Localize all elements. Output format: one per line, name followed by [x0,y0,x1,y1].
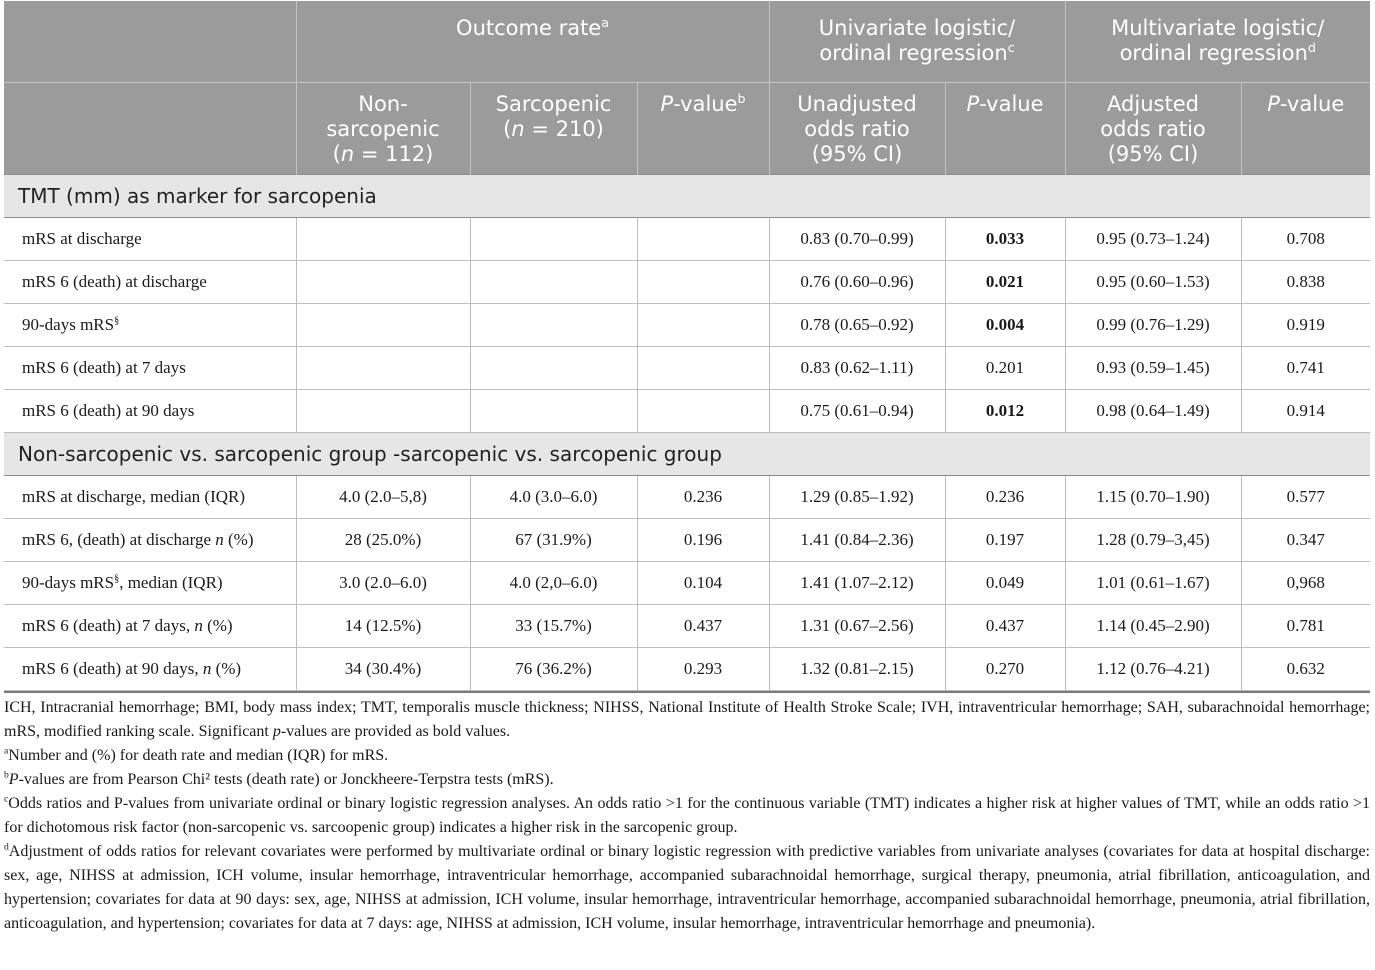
cell-p-multivariate: 0.781 [1241,604,1370,647]
section-title: TMT (mm) as marker for sarcopenia [4,174,1370,217]
row-label: mRS at discharge, median (IQR) [4,475,296,518]
cell-sarcopenic: 4.0 (2,0–6.0) [470,561,637,604]
header-sarcopenic: Sarcopenic (n = 210) [470,82,637,174]
cell-p-value: 0.293 [637,647,769,690]
footnote-a: $^a$Number and (%) for death rate and median (IQR) for mRS. [4,745,389,764]
cell-p-univariate: 0.437 [945,604,1065,647]
table-row [4,346,1370,389]
row-label: mRS 6 (death) at 90 days [4,389,296,432]
cell-p-value [637,346,769,389]
cell-nonsarcopenic: 28 (25.0%) [296,518,470,561]
header-blank [4,82,296,174]
cell-p-multivariate: 0.914 [1241,389,1370,432]
cell-nonsarcopenic [296,389,470,432]
cell-adjusted-or: 0.98 (0.64–1.49) [1065,389,1241,432]
row-label: mRS 6 (death) at 90 days, n (%) [4,647,296,690]
cell-adjusted-or: 1.12 (0.76–4.21) [1065,647,1241,690]
cell-adjusted-or: 0.95 (0.73–1.24) [1065,217,1241,260]
cell-sarcopenic [470,217,637,260]
cell-nonsarcopenic [296,303,470,346]
section-title: Non-sarcopenic vs. sarcopenic group -sarcopenic vs. sarcopenic group [4,432,1370,475]
cell-p-value [637,389,769,432]
table-row [4,604,1370,647]
header-p-value-multivariate: P-value [1241,82,1370,174]
row-label: mRS 6 (death) at discharge [4,260,296,303]
table-row [4,217,1370,260]
cell-p-multivariate: 0.919 [1241,303,1370,346]
results-table [4,1,1370,691]
cell-adjusted-or: 1.28 (0.79–3,45) [1065,518,1241,561]
cell-p-multivariate: 0.347 [1241,518,1370,561]
cell-adjusted-or: 1.15 (0.70–1.90) [1065,475,1241,518]
cell-sarcopenic [470,346,637,389]
results-table-container [4,1,1370,936]
header-nonsarcopenic: Non- sarcopenic (n = 112) [296,82,470,174]
cell-p-univariate: 0.049 [945,561,1065,604]
cell-nonsarcopenic [296,260,470,303]
cell-sarcopenic: 67 (31.9%) [470,518,637,561]
cell-sarcopenic [470,303,637,346]
cell-p-value: 0.196 [637,518,769,561]
table-row [4,518,1370,561]
header-unadjusted-or: Unadjusted odds ratio (95% CI) [769,82,945,174]
cell-p-multivariate: 0.838 [1241,260,1370,303]
cell-unadjusted-or: 0.75 (0.61–0.94) [769,389,945,432]
footnote-c: $^c$Odds ratios and P-values from univariate ordinal or binary logistic regression analyses. An odds ratio >1 for the continuous variable (TMT) indicates a higher risk at higher values of TMT, while an odds ratio >1 for dichotomous risk factor (non-sarcopenic vs. sarcoopenic group) indicates a higher risk in the sarcopenic group. [4,793,1370,836]
table-row [4,475,1370,518]
cell-p-multivariate: 0.741 [1241,346,1370,389]
cell-unadjusted-or: 1.32 (0.81–2.15) [769,647,945,690]
cell-sarcopenic: 33 (15.7%) [470,604,637,647]
cell-adjusted-or: 0.93 (0.59–1.45) [1065,346,1241,389]
cell-nonsarcopenic: 4.0 (2.0–5,8) [296,475,470,518]
cell-nonsarcopenic: 34 (30.4%) [296,647,470,690]
cell-p-univariate: 0.197 [945,518,1065,561]
cell-unadjusted-or: 1.41 (1.07–2.12) [769,561,945,604]
section-header-groups [4,432,1370,475]
cell-p-value [637,217,769,260]
table-row [4,389,1370,432]
cell-p-univariate: 0.004 [945,303,1065,346]
cell-nonsarcopenic: 3.0 (2.0–6.0) [296,561,470,604]
cell-p-value: 0.437 [637,604,769,647]
row-label: mRS 6, (death) at discharge n (%) [4,518,296,561]
row-label: mRS at discharge [4,217,296,260]
cell-p-univariate: 0.236 [945,475,1065,518]
cell-nonsarcopenic [296,217,470,260]
header-univariate: Univariate logistic/ ordinal regression$^c$ [769,1,1065,82]
table-row [4,561,1370,604]
cell-p-multivariate: 0,968 [1241,561,1370,604]
row-label: mRS 6 (death) at 7 days, n (%) [4,604,296,647]
row-label: 90-days mRS§ [4,303,296,346]
header-p-value-univariate: P-value [945,82,1065,174]
cell-adjusted-or: 1.01 (0.61–1.67) [1065,561,1241,604]
cell-p-value: 0.236 [637,475,769,518]
footnote-b: $^b$P-values are from Pearson Chi² tests (death rate) or Jonckheere-Terpstra tests (mRS). [4,769,554,788]
header-outcome-rate: Outcome rate$^a$ [296,1,769,82]
cell-nonsarcopenic: 14 (12.5%) [296,604,470,647]
table-row [4,260,1370,303]
cell-adjusted-or: 0.99 (0.76–1.29) [1065,303,1241,346]
footnote-abbreviations: ICH, Intracranial hemorrhage; BMI, body mass index; TMT, temporalis muscle thickness; NIHSS, National Institute of Health Stroke Scale; IVH, intraventricular hemorrhage; SAH, subarachnoidal hemorrhage; mRS, modified ranking scale. Significant p-values are provided as bold values. [4,698,1370,740]
header-corner [4,1,296,82]
cell-p-multivariate: 0.577 [1241,475,1370,518]
cell-p-value [637,260,769,303]
cell-unadjusted-or: 0.83 (0.62–1.11) [769,346,945,389]
cell-p-univariate: 0.021 [945,260,1065,303]
header-p-value: P-value$^b$ [637,82,769,174]
cell-unadjusted-or: 0.83 (0.70–0.99) [769,217,945,260]
cell-unadjusted-or: 1.41 (0.84–2.36) [769,518,945,561]
cell-sarcopenic [470,389,637,432]
cell-nonsarcopenic [296,346,470,389]
cell-unadjusted-or: 0.78 (0.65–0.92) [769,303,945,346]
table-bottom-rule [4,691,1370,693]
table-row [4,303,1370,346]
header-multivariate: Multivariate logistic/ ordinal regression$^d$ [1065,1,1370,82]
cell-sarcopenic: 4.0 (3.0–6.0) [470,475,637,518]
cell-p-univariate: 0.033 [945,217,1065,260]
cell-unadjusted-or: 1.31 (0.67–2.56) [769,604,945,647]
cell-sarcopenic [470,260,637,303]
cell-p-univariate: 0.012 [945,389,1065,432]
cell-p-value [637,303,769,346]
cell-p-univariate: 0.270 [945,647,1065,690]
cell-p-multivariate: 0.708 [1241,217,1370,260]
header-group-row [4,1,1370,82]
header-adjusted-or: Adjusted odds ratio (95% CI) [1065,82,1241,174]
cell-p-value: 0.104 [637,561,769,604]
row-label: mRS 6 (death) at 7 days [4,346,296,389]
cell-unadjusted-or: 1.29 (0.85–1.92) [769,475,945,518]
cell-p-univariate: 0.201 [945,346,1065,389]
header-column-row [4,82,1370,174]
footnote-d: $^d$Adjustment of odds ratios for relevant covariates were performed by multivariate ordinal or binary logistic regression with predictive variables from univariate analyses (covariates for data at hospital discharge: sex, age, NIHSS at admission, ICH volume, insular hemorrhage, intraventricular hemorrhage, accompanied subarachnoidal hemorrhage, surgical therapy, pneumonia, atrial fibrillation, anticoagulation, and hypertension; covariates for data at 90 days: sex, age, NIHSS at admission, ICH volume, insular hemorrhage, intraventricular hemorrhage, accompanied subarachnoidal hemorrhage, pneumonia, atrial fibrillation, anticoagulation, and hypertension; covariates for data at 7 days: age, NIHSS at admission, ICH volume, insular hemorrhage, intraventricular hemorrhage and pneumonia). [4,841,1370,932]
cell-unadjusted-or: 0.76 (0.60–0.96) [769,260,945,303]
section-header-tmt [4,174,1370,217]
footnotes [4,696,1370,936]
cell-adjusted-or: 1.14 (0.45–2.90) [1065,604,1241,647]
table-row [4,647,1370,690]
cell-adjusted-or: 0.95 (0.60–1.53) [1065,260,1241,303]
cell-sarcopenic: 76 (36.2%) [470,647,637,690]
cell-p-multivariate: 0.632 [1241,647,1370,690]
row-label: 90-days mRS§, median (IQR) [4,561,296,604]
